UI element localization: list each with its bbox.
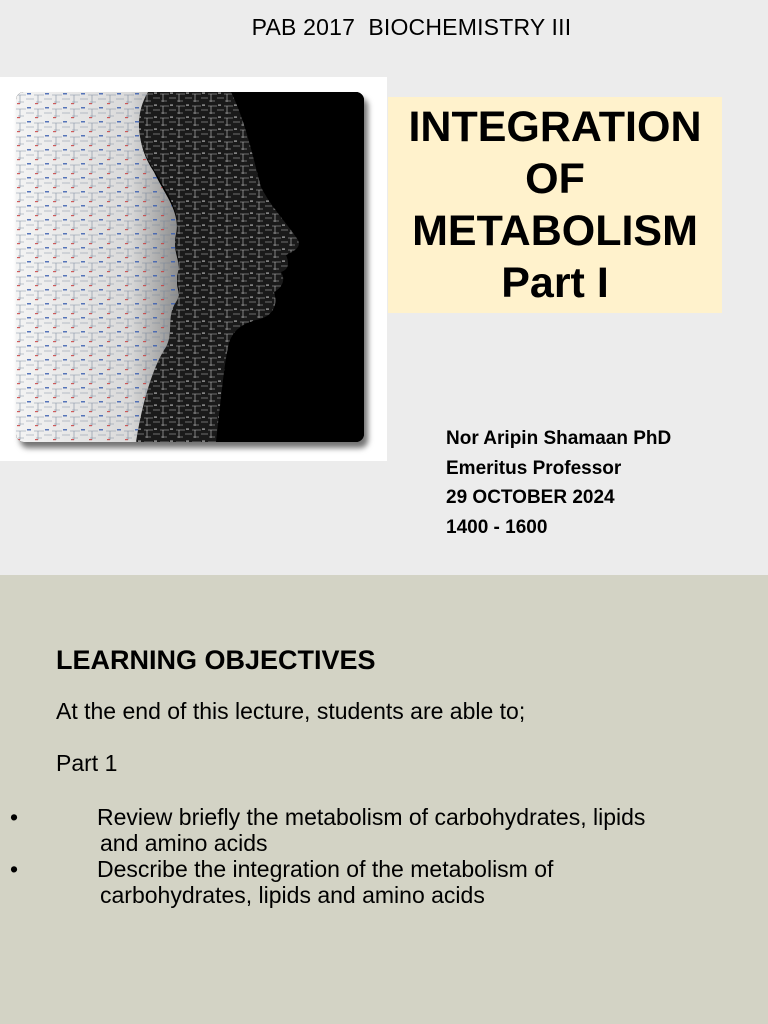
presenter-name: Nor Aripin Shamaan PhD [446, 428, 672, 449]
bullet-marker: • [10, 804, 19, 830]
lecture-time: 1400 - 1600 [446, 516, 548, 538]
course-header [0, 14, 768, 41]
objective-line: Describe the integration of the metabolism of [97, 856, 554, 882]
part-label: Part 1 [56, 750, 118, 776]
presenter-info [446, 424, 671, 542]
objectives-intro: At the end of this lecture, students are able to; [56, 698, 526, 724]
faces-illustration [16, 92, 364, 442]
objectives-slide [0, 575, 768, 1024]
objective-item [97, 856, 553, 908]
metabolic-map-faces-graphic [16, 92, 364, 442]
objective-line-continued: and amino acids [100, 830, 268, 856]
course-code: PAB 2017 [251, 14, 356, 40]
title-line: METABOLISM [412, 207, 698, 255]
objective-line: Review briefly the metabolism of carbohydrates, lipids [97, 804, 646, 830]
metabolic-faces-image [0, 77, 387, 461]
bullet-marker: • [10, 856, 19, 882]
objective-item [97, 804, 645, 856]
objectives-heading: LEARNING OBJECTIVES [56, 645, 376, 675]
objective-line-continued: carbohydrates, lipids and amino acids [100, 882, 485, 908]
presenter-position: Emeritus Professor [446, 457, 622, 479]
lecture-title [388, 97, 722, 313]
title-line: INTEGRATION [408, 103, 702, 151]
course-name: BIOCHEMISTRY III [368, 14, 572, 40]
lecture-date: 29 OCTOBER 2024 [446, 487, 615, 508]
title-line: Part I [501, 259, 609, 307]
title-line: OF [525, 155, 585, 203]
